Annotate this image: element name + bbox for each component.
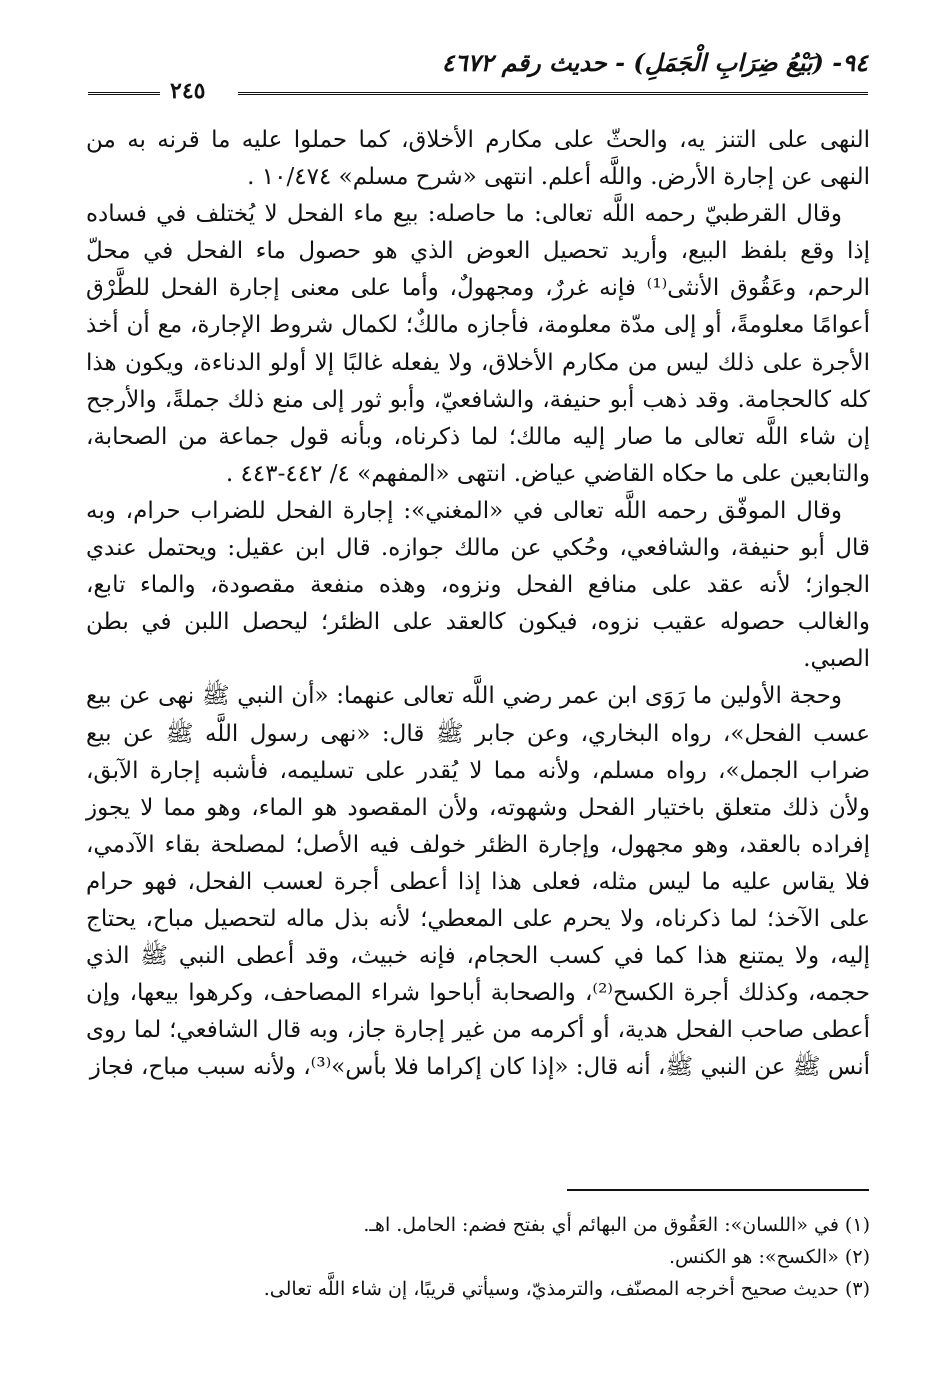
footnote: (١) في «اللسان»: العَقُوق من البهائم أي بفتح فضم: الحامل. اهـ. bbox=[363, 1214, 870, 1236]
paragraph: النهى على التنز يه، والحثّ على مكارم الأخلاق، كما حملوا عليه ما قرنه به من النهى عن إجارة الأرض. واللَّه أعلم. انتهى «شرح مسلم» ١٠/٤٧٤ . bbox=[86, 127, 870, 191]
main-text bbox=[86, 122, 870, 1086]
running-title: ٩٤- (بَيْعُ ضِرَابِ الْجَمَلِ) - حديث رقم ٤٦٧٢ bbox=[441, 48, 868, 77]
paragraph: وقال الموفّق رحمه اللَّه تعالى في «المغني»: إجارة الفحل للضراب حرام، وبه قال أبو حنيفة، والشافعي، وحُكي عن مالك جوازه. قال ابن عقيل: ويحتمل عندي الجواز؛ لأنه عقد على منافع الفحل ونزوه، وهذه منفعة مقصودة، والماء تابع، والغالب حصوله عقيب نزوه، فيكون كالعقد على الظئر؛ ليحصل اللبن في بطن الصبي. bbox=[86, 497, 870, 673]
footnote: (٢) «الكسح»: هو الكنس. bbox=[669, 1246, 870, 1268]
paragraph: وقال القرطبيّ رحمه اللَّه تعالى: ما حاصله: بيع ماء الفحل لا يُختلف في فساده إذا وقع بلفظ البيع، وأريد تحصيل العوض الذي هو حصول ماء الفحل في محلّ الرحم، وعَقُوق الأنثى⁽¹⁾ فإنه غررٌ، ومجهولٌ، وأما على معنى إجارة الفحل للطَّرْق أعوامًا معلومةً، أو إلى مدّة معلومة، فأجازه مالكٌ؛ لكمال شروط الإجارة، مع أن أخذ الأجرة على ذلك ليس من مكارم الأخلاق، ولا يفعله غالبًا إلا أولو الدناءة، ويكون هذا كله كالحجامة. وقد ذهب أبو حنيفة، والشافعيّ، وأبو ثور إلى منع ذلك جملةً، والأرجح إن شاء اللَّه تعالى ما صار إليه مالك؛ لما ذكرناه، وبأنه قول جماعة من الصحابة، والتابعين على ما حكاه القاضي عياض. انتهى «المفهم» ٤/ ٤٤٢-٤٤٣ . bbox=[86, 201, 870, 487]
header-rule-short bbox=[88, 92, 160, 99]
header-rule bbox=[238, 92, 868, 99]
page-number: ٢٤٥ bbox=[170, 78, 206, 104]
footnotes bbox=[86, 1209, 870, 1305]
footnote: (٣) حديث صحيح أخرجه المصنّف، والترمذيّ، وسيأتي قريبًا، إن شاء اللَّه تعالى. bbox=[263, 1278, 870, 1300]
page-header bbox=[88, 48, 868, 110]
paragraph: وحجة الأولين ما رَوَى ابن عمر رضي اللَّه تعالى عنهما: «أن النبي ﷺ نهى عن بيع عسب الفحل»، رواه البخاري، وعن جابر ﷺ قال: «نهى رسول اللَّه ﷺ عن بيع ضراب الجمل»، رواه مسلم، ولأنه مما لا يُقدر على تسليمه، فأشبه إجارة الآبق، ولأن ذلك متعلق باختيار الفحل وشهوته، ولأن المقصود هو الماء، وهو مما لا يجوز إفراده بالعقد، وهو مجهول، وإجارة الظئر خولف فيه الأصل؛ لمصلحة بقاء الآدمي، فلا يقاس عليه ما ليس مثله، فعلى هذا إذا أعطى أجرة لعسب الفحل، فهو حرام على الآخذ؛ لما ذكرناه، ولا يحرم على المعطي؛ لأنه بذل ماله لتحصيل مباح، يحتاج إليه، ولا يمتنع هذا كما في كسب الحجام، فإنه خبيث، وقد أعطى النبي ﷺ الذي حجمه، وكذلك أجرة الكسح⁽²⁾، والصحابة أباحوا شراء المصاحف، وكرهوا بيعها، وإن أعطى صاحب الفحل هدية، أو أكرمه من غير إجارة جاز، وبه قال الشافعي؛ لما روى أنس ﷺ عن النبي ﷺ، أنه قال: «إذا كان إكراما فلا بأس»⁽³⁾، ولأنه سبب مباح، فجاز bbox=[86, 683, 870, 1081]
footnote-separator bbox=[567, 1189, 869, 1191]
